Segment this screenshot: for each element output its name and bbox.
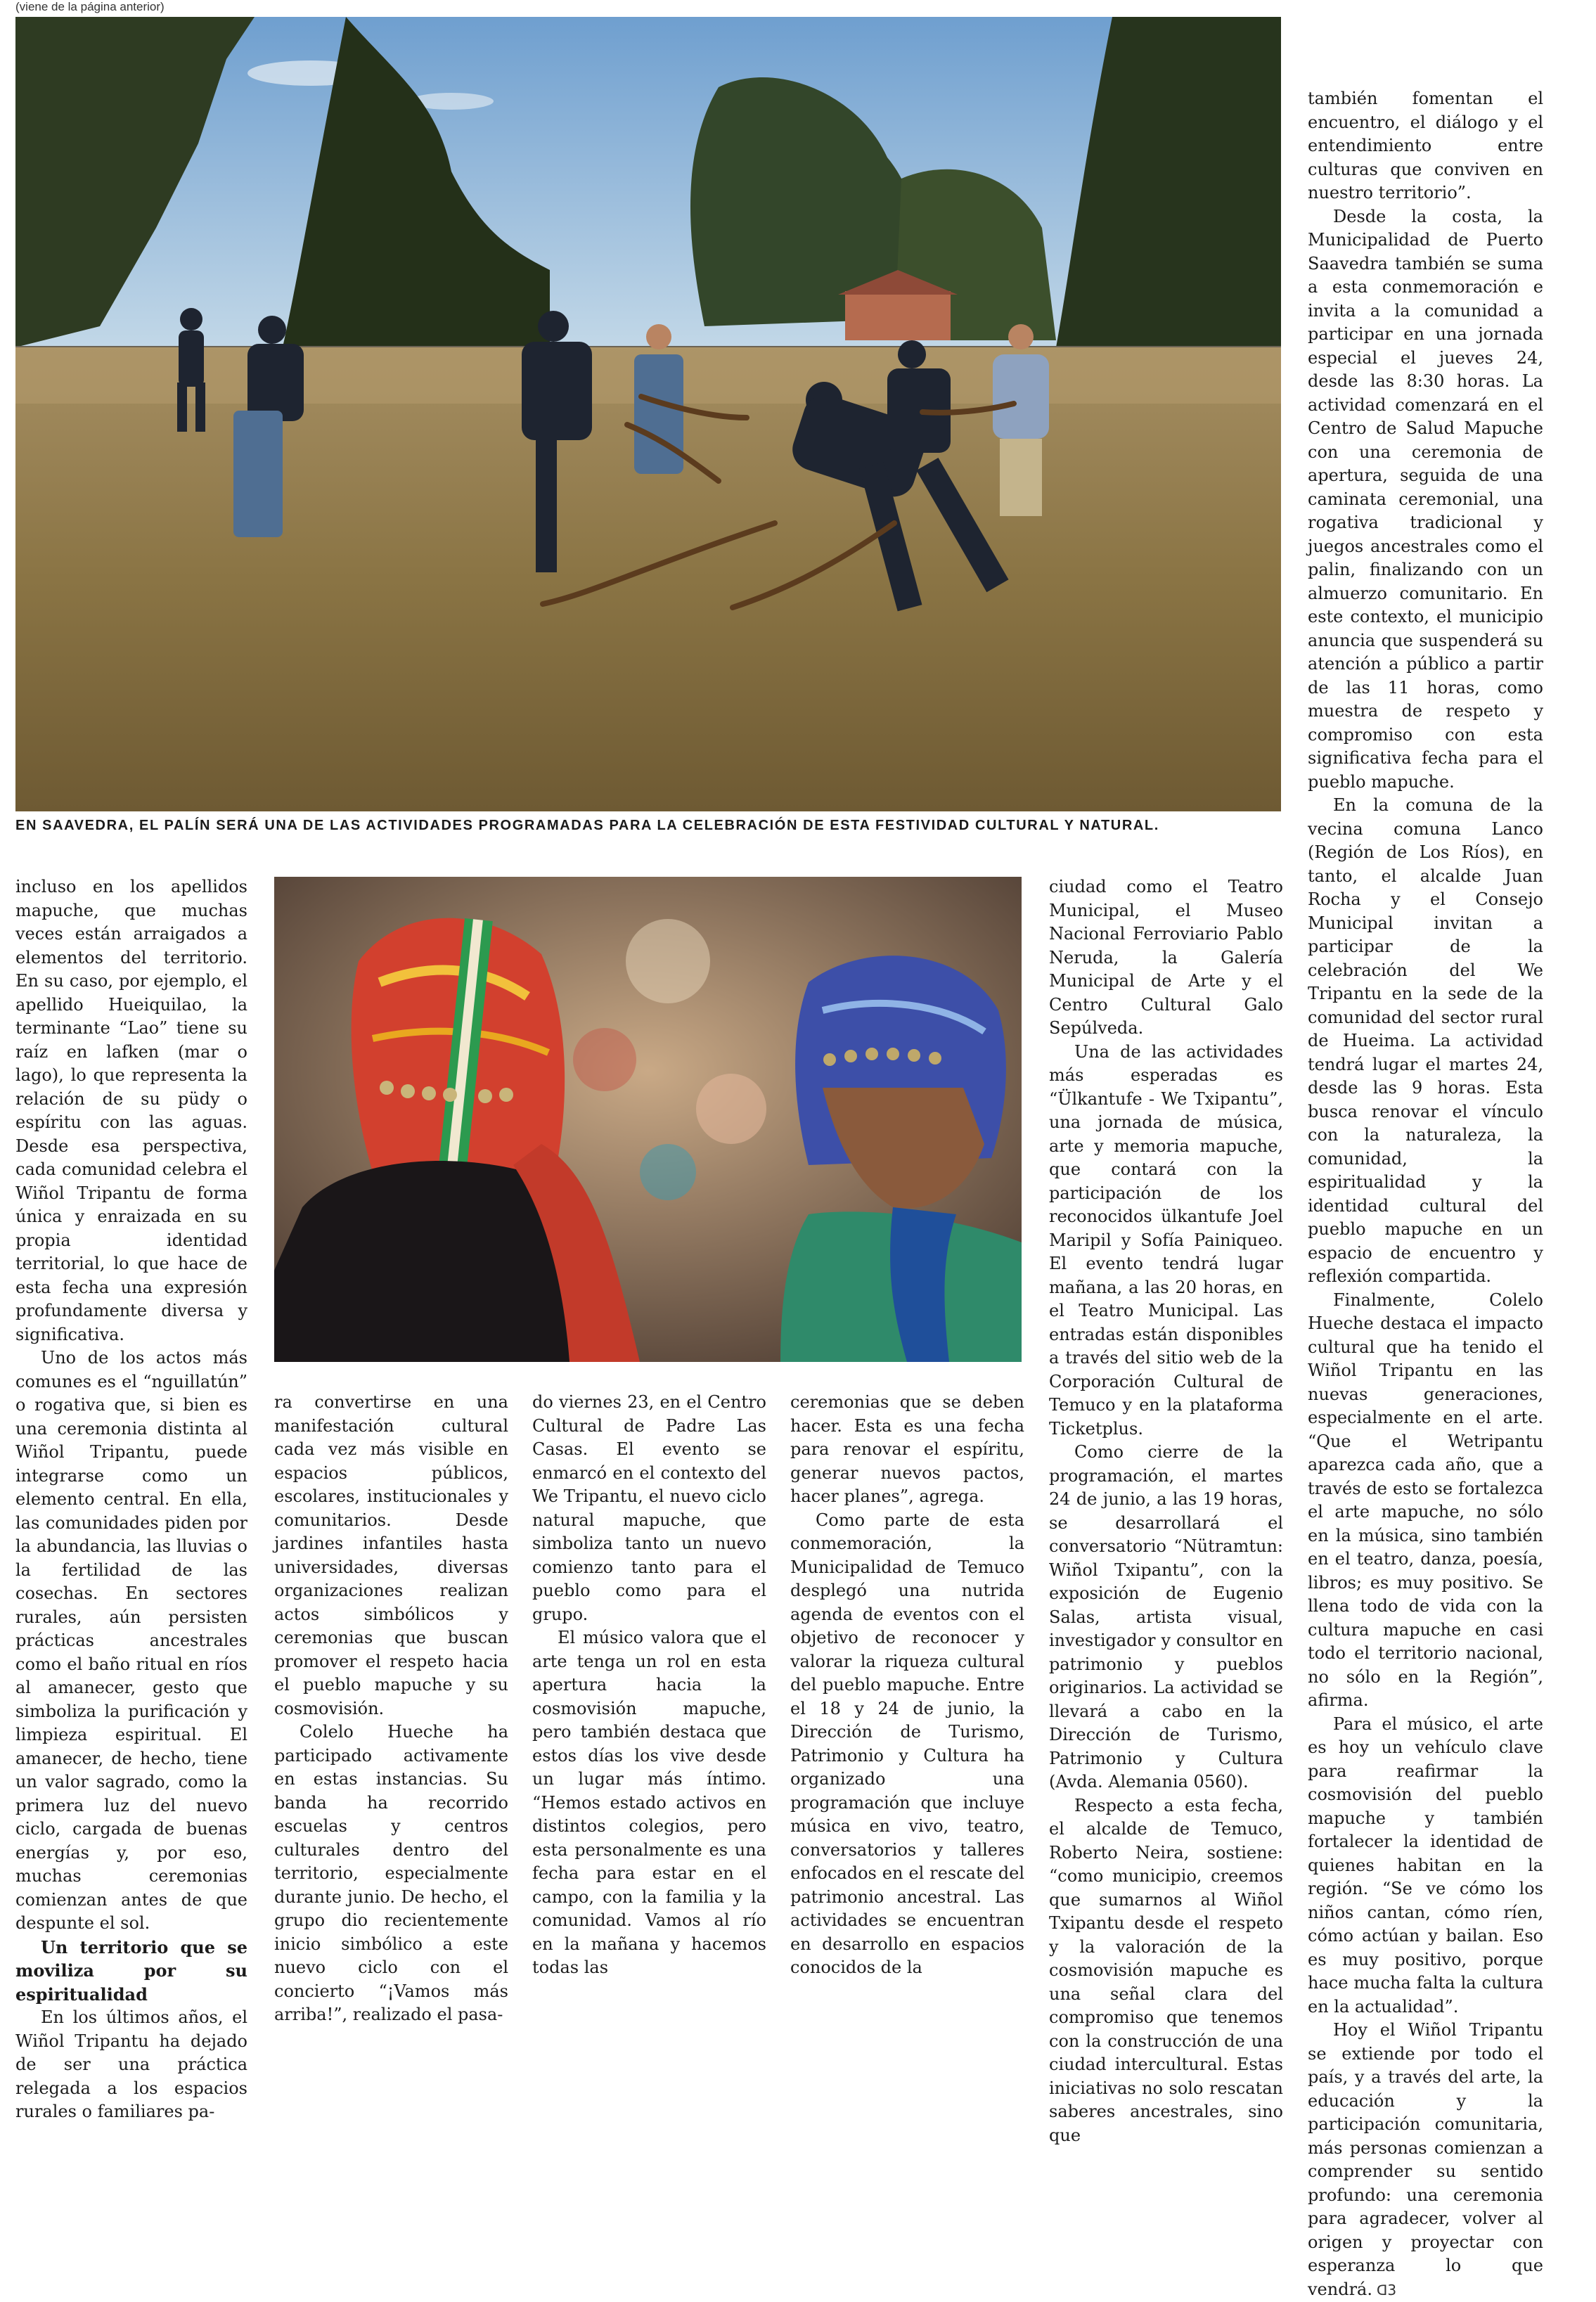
end-mark-icon: ᗡ3: [1377, 2281, 1397, 2298]
final-text: Hoy el Wiñol Tripantu se extiende por todo el país, y a través del arte, la educación y la participación comunitaria, más personas comienzan a comprender su sentido profundo: una ceremonia para agradecer, volver al origen y proyectar con esperanza lo que vendrá.: [1308, 2020, 1543, 2299]
paragraph: Respecto a esta fecha, el alcalde de Temuco, Roberto Neira, sostiene: “como municipio, creemos que sumarnos al Wiñol Txipantu desde el respeto y la valoración de la cosmovisión mapuche es una señal clara del compromiso que tenemos con la construcción de una ciudad intercultural. Estas iniciativas no solo rescatan saberes ancestrales, sino que: [1049, 1795, 1283, 2145]
paragraph: ceremonias que se deben hacer. Esta es una fecha para renovar el espíritu, generar nuevos pactos, hacer planes”, agrega.: [790, 1392, 1024, 1506]
continued-note: (viene de la página anterior): [15, 0, 165, 13]
article-column-5: [1049, 875, 1283, 2145]
paragraph: Una de las actividades más esperadas es “Ülkantufe - We Txipantu”, una jornada de música, arte y memoria mapuche, que contará con la participación de los reconocidos ülkantufe Joel Maripil y Sofía Painiqueo. El evento tendrá lugar mañana, a las 20 horas, en el Teatro Municipal. Las entradas están disponibles a través del sitio web de la Corporación Cultural de Temuco y en la plataforma Ticketplus.: [1049, 1041, 1283, 1439]
subheading: Un territorio que se moviliza por su espiritualidad: [15, 1936, 247, 2005]
paragraph: En la comuna de la vecina comuna Lanco (Región de Los Ríos), en tanto, el alcalde Juan Rocha y el Consejo Municipal invitan a participar de la celebración del We Tripantu en la sede de la comunidad del sector rural de Hueima. La actividad tendrá lugar el martes 24, desde las 9 horas. Esta busca renovar el vínculo con la naturaleza, la comunidad, la espiritualidad y la identidad cultural del pueblo mapuche en un espacio de encuentro y reflexión compartida.: [1308, 795, 1543, 1286]
article-column-right: [1308, 87, 1543, 2299]
photo-caption: EN SAAVEDRA, EL PALÍN SERÁ UNA DE LAS ACTIVIDADES PROGRAMADAS PARA LA CELEBRACIÓN DE ESTA FESTIVIDAD CULTURAL Y NATURAL.: [15, 818, 1159, 833]
paragraph: Como parte de esta conmemoración, la Municipalidad de Temuco desplegó una nutrida agenda de eventos con el objetivo de reconocer y valorar la riqueza cultural del pueblo mapuche. Entre el 18 y 24 de junio, la Dirección de Turismo, Patrimonio y Cultura ha organizado una programación que incluye música en vivo, teatro, conversatorios y talleres enfocados en el rescate del patrimonio ancestral. Las actividades se encuentran en desarrollo en espacios conocidos de la: [790, 1510, 1024, 1977]
paragraph: El músico valora que el arte tenga un rol en esta apertura hacia la cosmovisión mapuche, pero también destaca que estos días los vive desde un lugar más íntimo. “Hemos estado activos en distintos colegios, pero esta personalmente es una fecha para estar en el campo, con la familia y la comunidad. Vamos al río en la mañana y hacemos todas las: [532, 1628, 766, 1977]
paragraph: Uno de los actos más comunes es el “nguillatún” o rogativa que, si bien es una ceremonia distinta al Wiñol Tripantu, puede integrarse como un elemento central. En ella, las comunidades piden por la abundancia, las lluvias o la fertilidad de las cosechas. En sectores rurales, aún persisten prácticas ancestrales como el baño ritual en ríos al amanecer, gesto que simboliza la purificación y limpieza espiritual. El amanecer, de hecho, tiene un valor sagrado, como la primera luz del nuevo ciclo, cargada de buenas energías y, por eso, muchas ceremonias comienzan antes de que despunte el sol.: [15, 1348, 247, 1933]
article-column-2: [274, 1391, 508, 2024]
paragraph: ciudad como el Teatro Municipal, el Museo Nacional Ferroviario Pablo Neruda, la Galería Municipal de Arte y el Centro Cultural Galo Sepúlveda.: [1049, 877, 1283, 1038]
paragraph: do viernes 23, en el Centro Cultural de Padre Las Casas. El evento se enmarcó en el contexto del We Tripantu, el nuevo ciclo natural mapuche, que simboliza tanto un nuevo comienzo tanto para el pueblo como para el grupo.: [532, 1392, 766, 1624]
paragraph: Colelo Hueche ha participado activamente en estas instancias. Su banda ha recorrido escuelas y centros culturales dentro del territorio, especialmente durante junio. De hecho, el grupo dio recientemente inicio simbólico a este nuevo ciclo con el concierto “¡Vamos más arriba!”, realizado el pasa-: [274, 1722, 508, 2024]
paragraph-final: [1308, 2019, 1543, 2302]
ceremony-photo: [274, 877, 1022, 1362]
paragraph: ra convertirse en una manifestación cultural cada vez más visible en espacios públicos, escolares, institucionales y comunitarios. Desde jardines infantiles hasta universidades, diversas organizaciones realizan actos simbólicos y ceremonias que buscan promover el respeto hacia el pueblo mapuche y su cosmovisión.: [274, 1392, 508, 1718]
paragraph: En los últimos años, el Wiñol Tripantu ha dejado de ser una práctica relegada a los espacios rurales o familiares pa-: [15, 2007, 247, 2121]
paragraph: Para el músico, el arte es hoy un vehículo clave para reafirmar la cosmovisión del pueblo mapuche y también fortalecer la identidad de quienes habitan en la región. “Se ve cómo los niños cantan, cómo ríen, cómo actúan y bailan. Eso es muy positivo, porque hace mucha falta la cultura en la actualidad”.: [1308, 1713, 1543, 2017]
paragraph: Desde la costa, la Municipalidad de Puerto Saavedra también se suma a esta conmemoración e invita a la comunidad a participar en una jornada especial el jueves 24, desde las 8:30 horas. La actividad comenzará en el Centro de Salud Mapuche con una ceremonia de apertura, seguida de una caminata ceremonial, una rogativa tradicional y juegos ancestrales como el palin, finalizando con un almuerzo comunitario. En este contexto, el municipio anuncia que suspenderá su atención a público a partir de las 11 horas, como muestra de respeto y compromiso con esta significativa fecha para el pueblo mapuche.: [1308, 206, 1543, 792]
article-column-1: [15, 875, 247, 2121]
paragraph: Como cierre de la programación, el martes 24 de junio, a las 19 horas, se desarrollará el conversatorio “Nütramtun: Wiñol Txipantu”, con la exposición de Eugenio Salas, artista visual, investigador y consultor en patrimonio y pueblos originarios. La actividad se llevará a cabo en la Dirección de Turismo, Patrimonio y Cultura (Avda. Alemania 0560).: [1049, 1442, 1283, 1792]
article-column-4: [790, 1391, 1024, 1977]
paragraph: Finalmente, Colelo Hueche destaca el impacto cultural que ha tenido el Wiñol Tripantu en las nuevas generaciones, especialmente en el arte. “Que el Wetripantu aparezca cada año, que a través de esto se fortalezca el arte mapuche, no sólo en la música, sino también en el teatro, danza, poesía, libros; es muy positivo. Se llena todo de vida con la cultura mapuche en casi todo el territorio nacional, no sólo en la Región”, afirma.: [1308, 1290, 1543, 1710]
paragraph: incluso en los apellidos mapuche, que muchas veces están arraigados a elementos del territorio. En su caso, por ejemplo, el apellido Hueiquilao, la terminante “Lao” tiene su raíz en lafken (mar o lago), lo que representa la relación de su püdy o espíritu con las aguas. Desde esa perspectiva, cada comunidad celebra el Wiñol Tripantu de forma única y enraizada en su propia identidad territorial, lo que hace de esta fecha una expresión profundamente diversa y significativa.: [15, 877, 247, 1344]
paragraph: también fomentan el encuentro, el diálogo y el entendimiento entre culturas que conviven en nuestro territorio”.: [1308, 89, 1543, 202]
article-column-3: [532, 1391, 766, 1977]
palin-photo: [15, 17, 1281, 811]
